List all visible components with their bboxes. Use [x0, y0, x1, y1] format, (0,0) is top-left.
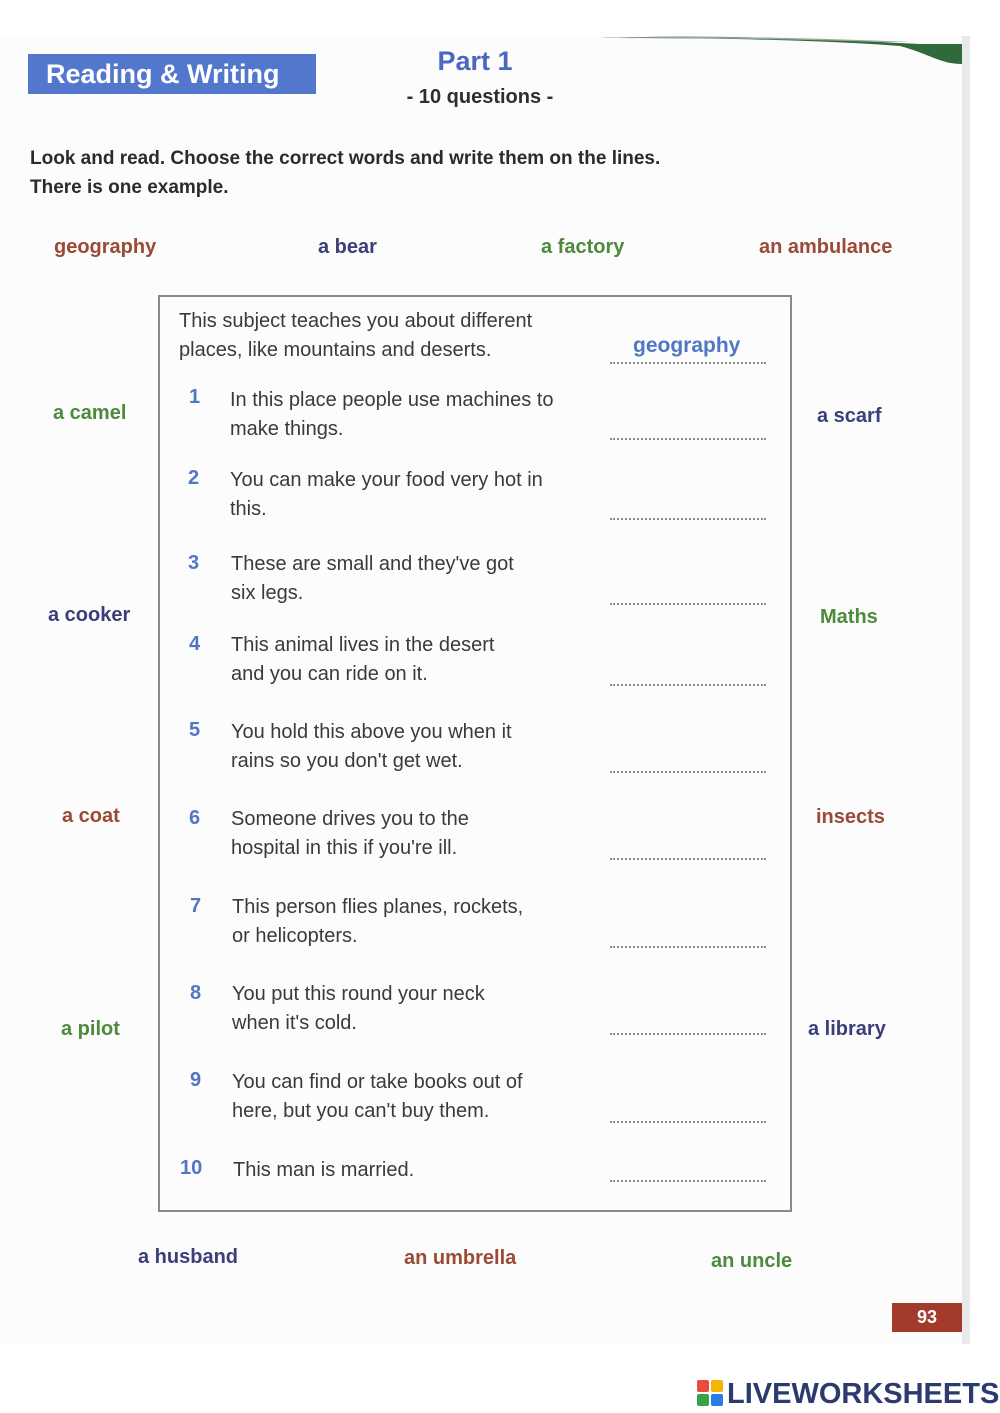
question-line: here, but you can't buy them. — [232, 1100, 490, 1122]
word-bank-item: a factory — [541, 236, 625, 258]
question-number: 2 — [188, 467, 200, 489]
answer-line[interactable] — [610, 603, 766, 605]
example-text — [179, 307, 532, 365]
question-text — [232, 893, 523, 951]
instructions-line-1: Look and read. Choose the correct words and write them on the lines. — [30, 148, 661, 169]
word-bank-item: a husband — [138, 1246, 239, 1268]
word-bank-item: a bear — [318, 236, 377, 258]
word-bank-item: a library — [808, 1018, 886, 1040]
question-line: when it's cold. — [232, 1012, 357, 1034]
question-line: You can make your food very hot in — [230, 469, 543, 491]
answer-line[interactable] — [610, 946, 766, 948]
word-bank-item: a pilot — [61, 1018, 120, 1040]
instructions — [30, 144, 830, 202]
question-number: 1 — [189, 386, 201, 408]
question-text — [230, 386, 554, 444]
question-number: 4 — [189, 633, 201, 655]
answer-line[interactable] — [610, 684, 766, 686]
question-line: make things. — [230, 418, 344, 440]
answer-line[interactable] — [610, 771, 766, 773]
example-answer-line — [610, 362, 766, 364]
page-number: 93 — [892, 1303, 962, 1332]
word-bank-item: a coat — [62, 805, 120, 827]
question-text — [233, 1156, 414, 1185]
question-text — [231, 718, 512, 776]
answer-line[interactable] — [610, 1033, 766, 1035]
answer-line[interactable] — [610, 438, 766, 440]
answer-line[interactable] — [610, 1180, 766, 1182]
answer-line[interactable] — [610, 858, 766, 860]
question-text — [230, 466, 543, 524]
decorative-swoosh — [600, 30, 962, 70]
question-line: You hold this above you when it — [231, 721, 512, 743]
question-number: 5 — [189, 719, 201, 741]
liveworksheets-logo-icon — [697, 1380, 723, 1406]
word-bank-item: a cooker — [48, 604, 131, 626]
word-bank-item: geography — [54, 236, 157, 258]
question-line: or helicopters. — [232, 925, 358, 947]
question-line: These are small and they've got — [231, 553, 514, 575]
question-line: and you can ride on it. — [231, 663, 428, 685]
question-text — [231, 550, 514, 608]
word-bank-item: a scarf — [817, 405, 882, 427]
question-line: You can find or take books out of — [232, 1071, 523, 1093]
question-text — [232, 1068, 523, 1126]
question-line: rains so you don't get wet. — [231, 750, 463, 772]
answer-line[interactable] — [610, 1121, 766, 1123]
question-number: 8 — [190, 982, 202, 1004]
question-number: 3 — [188, 552, 200, 574]
question-number: 7 — [190, 895, 202, 917]
question-line: This animal lives in the desert — [231, 634, 495, 656]
word-bank-item: Maths — [820, 606, 878, 628]
word-bank-item: a camel — [53, 402, 127, 424]
example-answer: geography — [633, 334, 741, 357]
instructions-line-2: There is one example. — [30, 177, 229, 198]
question-line: You put this round your neck — [232, 983, 485, 1005]
brand-name: LIVEWORKSHEETS — [727, 1378, 1000, 1410]
word-bank-item: an ambulance — [759, 236, 893, 258]
question-number: 9 — [190, 1069, 202, 1091]
word-bank-item: an uncle — [711, 1250, 793, 1272]
question-line: This man is married. — [233, 1159, 415, 1181]
question-number: 6 — [189, 807, 201, 829]
word-bank-item: insects — [816, 806, 885, 828]
question-text — [231, 631, 494, 689]
question-line: this. — [230, 498, 267, 520]
part-subtitle: - 10 questions - — [406, 86, 554, 108]
question-line: In this place people use machines to — [230, 389, 554, 411]
example-line-2: places, like mountains and deserts. — [179, 339, 492, 361]
question-text — [232, 980, 485, 1038]
question-line: Someone drives you to the — [231, 808, 469, 830]
answer-line[interactable] — [610, 518, 766, 520]
question-line: six legs. — [231, 582, 304, 604]
question-line: hospital in this if you're ill. — [231, 837, 458, 859]
example-line-1: This subject teaches you about different — [179, 310, 533, 332]
part-title: Part 1 — [437, 46, 513, 76]
word-bank-item: an umbrella — [404, 1247, 517, 1269]
question-number: 10 — [180, 1157, 203, 1179]
question-line: This person flies planes, rockets, — [232, 896, 524, 918]
page-edge — [962, 36, 970, 1344]
section-label: Reading & Writing — [28, 54, 316, 94]
question-text — [231, 805, 469, 863]
